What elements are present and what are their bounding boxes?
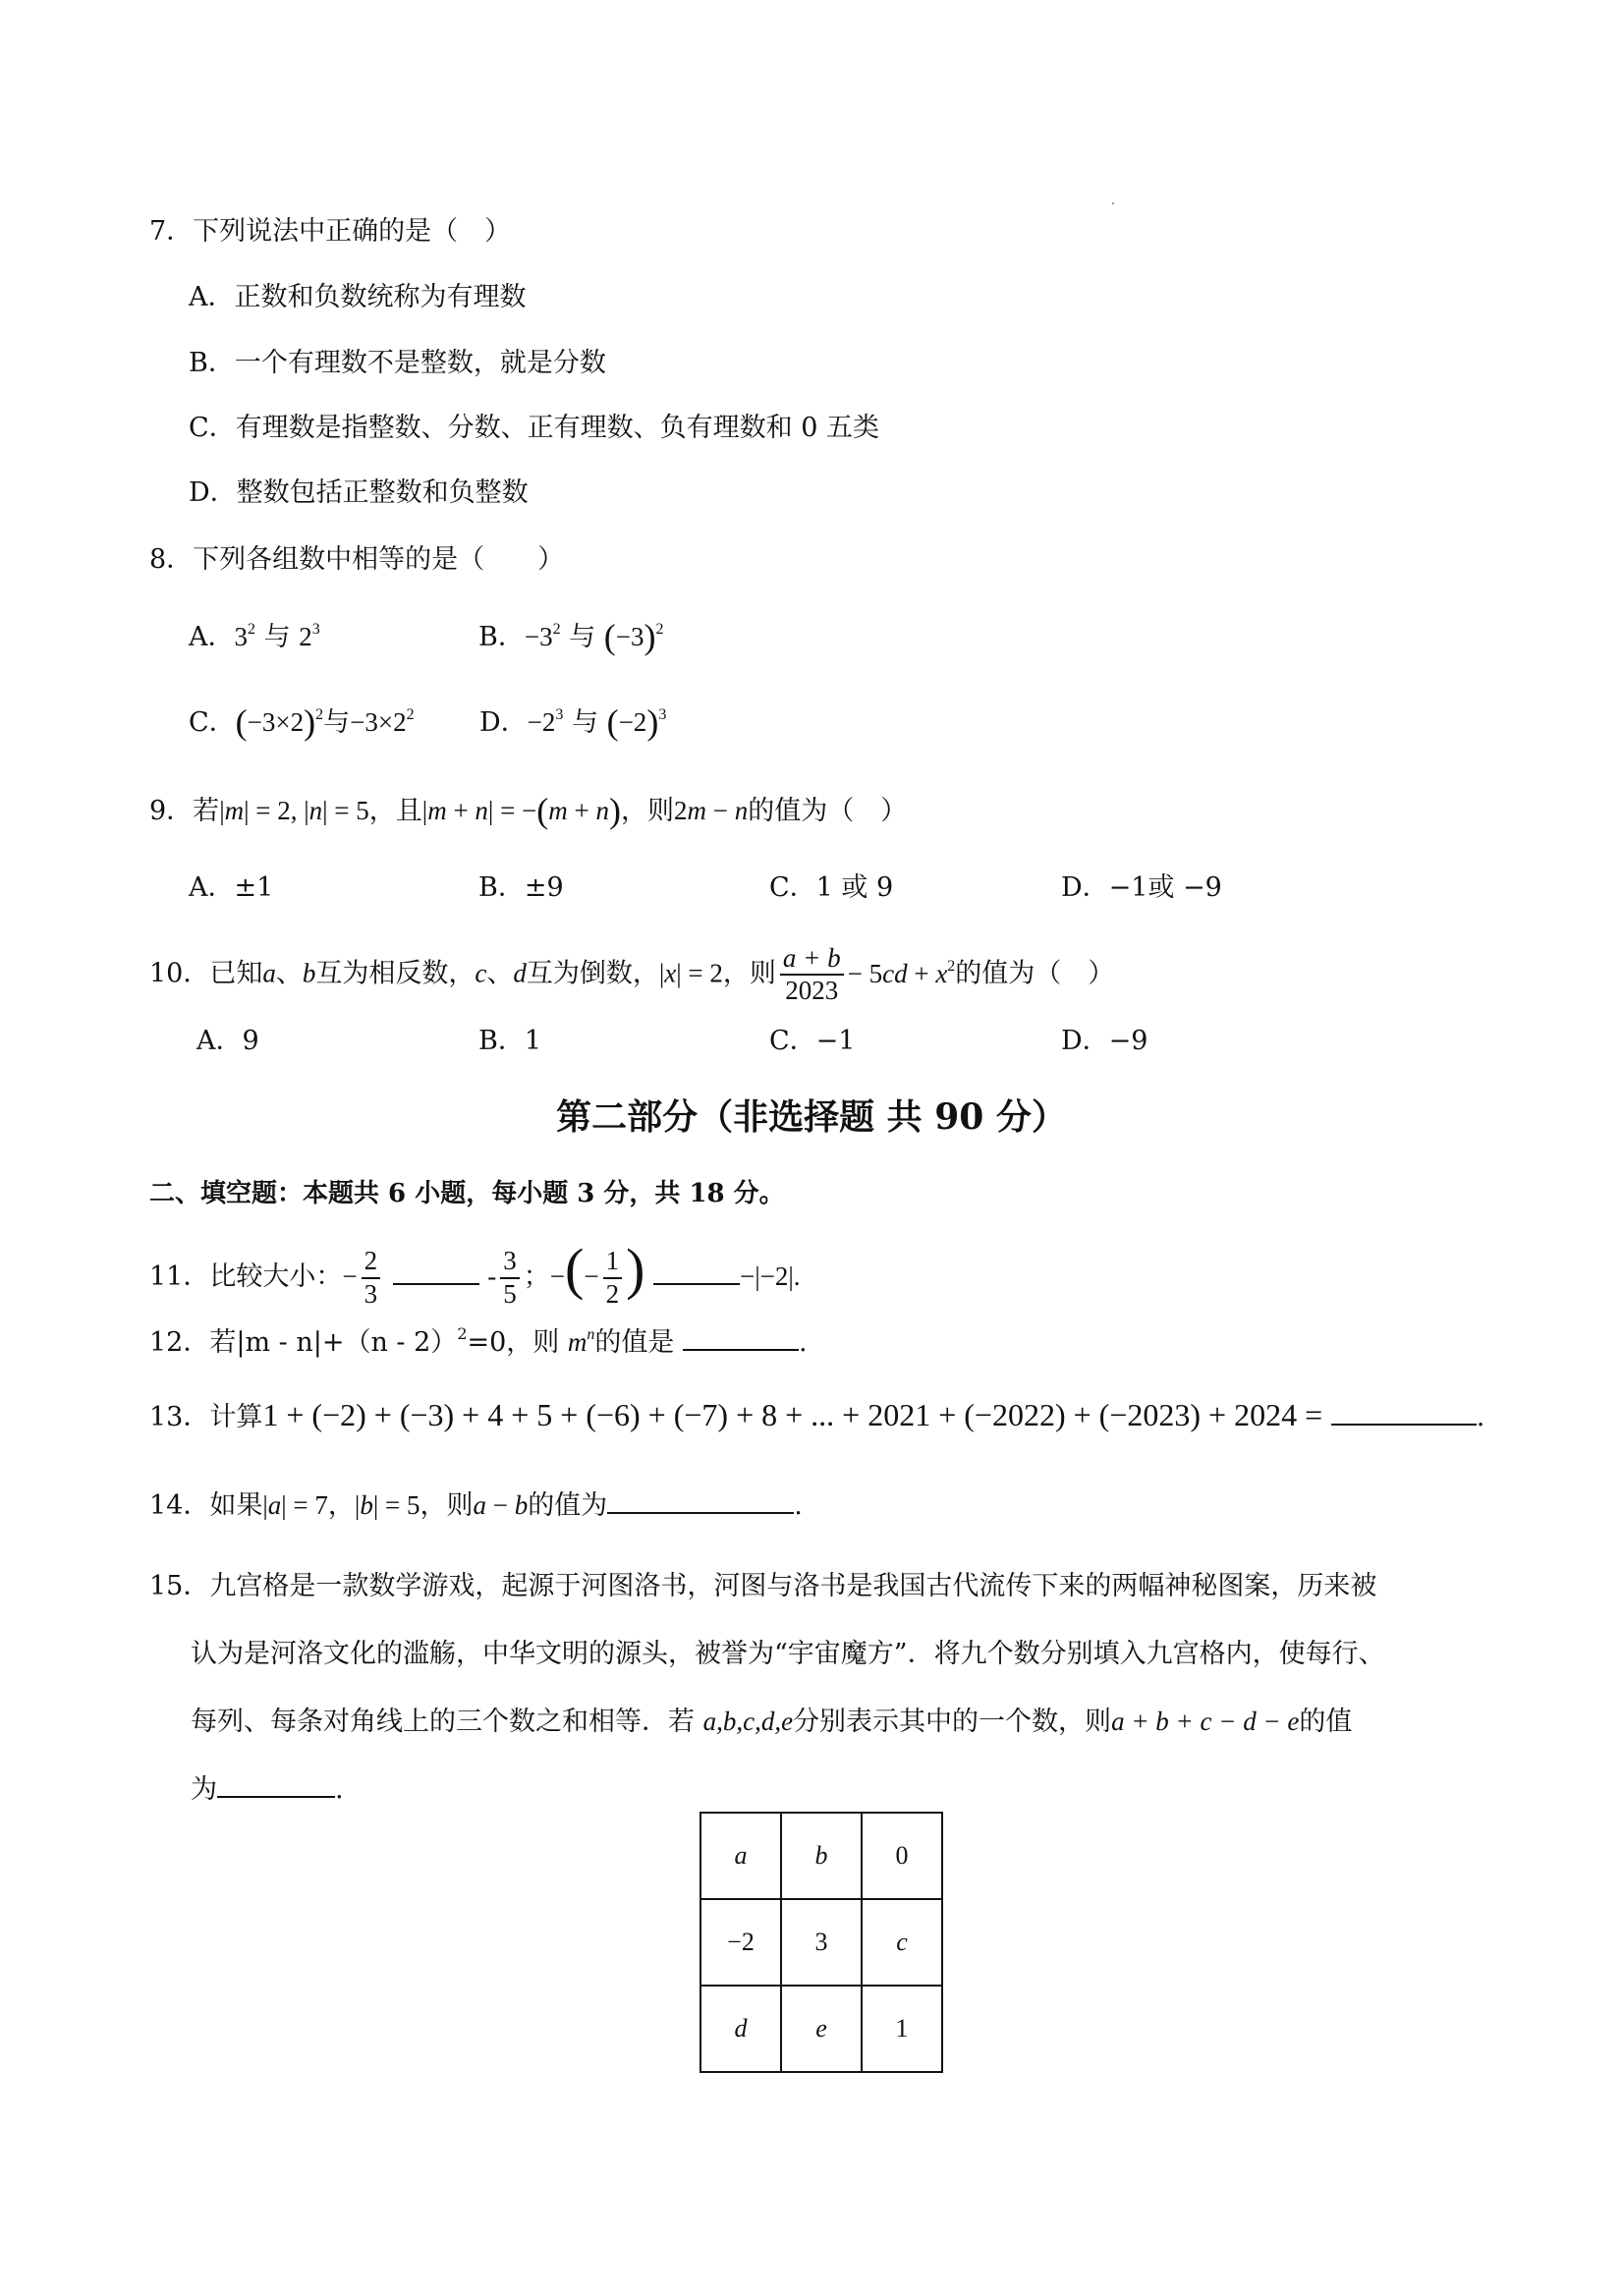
magic-square-grid <box>700 1812 943 2073</box>
grid-cell: e <box>781 1986 862 2072</box>
q8-option-c: C．$(-3\times 2)^2$与$-3\times 2^2$ <box>189 702 415 742</box>
q8-option-b: B．$-3^2$ 与 $(-3)^2$ <box>478 617 664 656</box>
grid-cell: 3 <box>781 1899 862 1986</box>
q7-option-b: B．一个有理数不是整数，就是分数 <box>189 348 606 378</box>
q10-fraction: $\frac{a + b}{2023}$ <box>780 943 844 1006</box>
grid-cell: c <box>862 1899 942 1986</box>
grid-row <box>700 1899 942 1986</box>
grid-cell: −2 <box>700 1899 781 1986</box>
grid-row <box>700 1813 942 1899</box>
q8-option-d: D．$-2^3$ 与 $(-2)^3$ <box>479 702 667 742</box>
q12-stem: 12．若|m - n|+（n - 2）$^2$=0，则 $m^n$的值是 . <box>149 1324 808 1358</box>
q14-blank[interactable] <box>607 1486 794 1514</box>
q9-option-c: C．1 或 9 <box>769 872 894 903</box>
q14-stem: 14．如果|a| = 7，|b| = 5，则a − b的值为 . <box>149 1485 803 1526</box>
q8-stem: 8．下列各组数中相等的是（ ） <box>149 544 565 575</box>
q13-stem: 13．计算1 + (−2) + (−3) + 4 + 5 + (−6) + (−7) + 8 + ... + 2021 + (−2022) + (−2023) + 2024 = . <box>149 1397 1485 1432</box>
q13-blank[interactable] <box>1331 1398 1477 1426</box>
q7-option-a: A．正数和负数统称为有理数 <box>189 282 527 312</box>
q15-blank[interactable] <box>217 1770 335 1798</box>
q7-option-c: C．有理数是指整数、分数、正有理数、负有理数和 0 五类 <box>189 413 880 443</box>
grid-cell: d <box>700 1986 781 2072</box>
q15-paragraph: 15．九宫格是一款数学游戏，起源于河图洛书，河图与洛书是我国古代流传下来的两幅神秘图案，历来被 认为是河洛文化的滥觞，中华文明的源头，被誉为“宇宙魔方”．将九个数分别填入九宫格内，使每行、 每列、每条对角线上的三个数之和相等．若 a,b,c,d,e分别表示其中的一个数，则a + b + c − d − e的值 为 . <box>149 1571 1385 1805</box>
q10-option-b: B．1 <box>478 1026 542 1056</box>
q11-blank-2[interactable] <box>653 1258 740 1285</box>
section-title: 第二部分（非选择题 共 90 分） <box>556 1096 1067 1138</box>
q7-option-d: D．整数包括正整数和负整数 <box>189 477 529 508</box>
q10-option-d: D．−9 <box>1061 1026 1148 1056</box>
q12-blank[interactable] <box>683 1323 799 1351</box>
q11-blank-1[interactable] <box>393 1258 479 1285</box>
q11-stem: 11．比较大小：− $\frac{2}{3}$ - $\frac{3}{5}$ ；−(− $\frac{1}{2}$ ) −|−2|. <box>149 1237 801 1309</box>
grid-cell: a <box>700 1813 781 1899</box>
q9-option-b: B．±9 <box>478 872 564 903</box>
section-heading: 二、填空题：本题共 6 小题，每小题 3 分，共 18 分。 <box>149 1179 785 1208</box>
grid-cell: 0 <box>862 1813 942 1899</box>
grid-cell: 1 <box>862 1986 942 2072</box>
q10-stem: 10．已知a、b互为相反数，c、d互为倒数，|x| = 2，则 $\frac{a + b}{2023}$ − $5cd + x^2$的值为（ ） <box>149 943 1115 1006</box>
q7-stem: 7．下列说法中正确的是（ ） <box>149 216 512 247</box>
scan-speck <box>1112 202 1114 204</box>
q9-option-a: A．±1 <box>189 872 274 903</box>
q9-option-d: D．−1或 −9 <box>1061 872 1222 903</box>
q8-option-a: A．$3^2$ 与 $2^3$ <box>189 621 320 652</box>
q10-option-a: A．9 <box>196 1026 259 1056</box>
q9-stem: 9．若|m| = 2, |n| = 5，且|m + n| = −(m + n)，则2m − n的值为（ ） <box>149 791 908 830</box>
grid-row <box>700 1986 942 2072</box>
q10-option-c: C．−1 <box>769 1026 856 1056</box>
grid-cell: b <box>781 1813 862 1899</box>
